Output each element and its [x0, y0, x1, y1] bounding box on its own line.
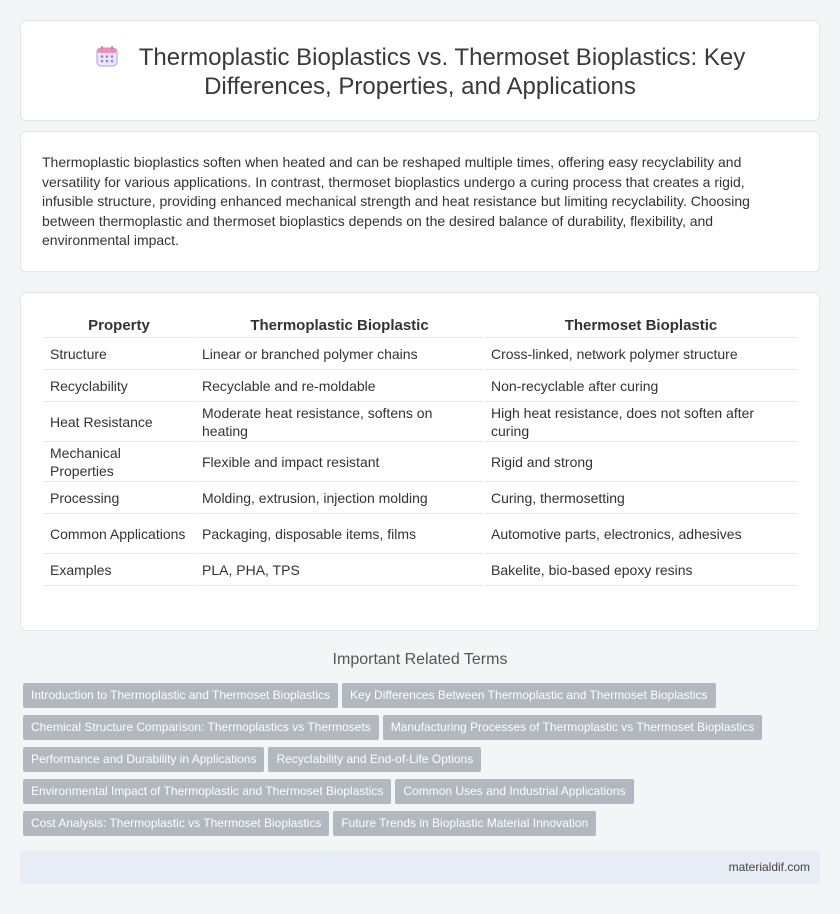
tag-row	[23, 683, 823, 715]
row-thermoplastic: Moderate heat resistance, softens on heating	[196, 402, 483, 442]
table-header-row	[44, 314, 797, 338]
row-thermoset: High heat resistance, does not soften after curing	[485, 402, 797, 442]
tag-row	[23, 747, 823, 779]
comparison-table	[42, 314, 799, 586]
row-thermoset: Rigid and strong	[485, 442, 797, 482]
row-thermoset: Bakelite, bio-based epoxy resins	[485, 554, 797, 586]
row-thermoplastic: Packaging, disposable items, films	[196, 514, 483, 554]
comparison-card	[20, 292, 820, 631]
intro-paragraph: Thermoplastic bioplastics soften when heated and can be reshaped multiple times, offering easy recyclability and versatility for various applications. In contrast, thermoset bioplastics undergo a curing process that creates a rigid, infusible structure, providing enhanced mechanical strength and heat resistance but limiting recyclability. Choosing between thermoplastic and thermoset bioplastics depends on the desired balance of durability, flexibility, and environmental impact.	[42, 154, 750, 249]
row-property: Examples	[44, 554, 194, 586]
row-thermoset: Automotive parts, electronics, adhesives	[485, 514, 797, 554]
table-row	[44, 514, 797, 554]
row-property: Common Applications	[44, 514, 194, 554]
table-row	[44, 554, 797, 586]
row-thermoplastic: Recyclable and re-moldable	[196, 370, 483, 402]
footer	[20, 850, 820, 884]
title-card	[20, 20, 820, 121]
row-thermoplastic: Molding, extrusion, injection molding	[196, 482, 483, 514]
related-term-tag[interactable]: Manufacturing Processes of Thermoplastic vs Thermoset Bioplastics	[383, 715, 763, 740]
row-property: Heat Resistance	[44, 402, 194, 442]
related-term-tag[interactable]: Chemical Structure Comparison: Thermoplastics vs Thermosets	[23, 715, 379, 740]
header-property: Property	[44, 314, 194, 338]
tag-row	[23, 811, 823, 843]
row-property: Mechanical Properties	[44, 442, 194, 482]
related-term-tag[interactable]: Key Differences Between Thermoplastic and Thermoset Bioplastics	[342, 683, 716, 708]
header-thermoset: Thermoset Bioplastic	[485, 314, 797, 338]
row-property: Recyclability	[44, 370, 194, 402]
header-thermoplastic: Thermoplastic Bioplastic	[196, 314, 483, 338]
related-term-tag[interactable]: Common Uses and Industrial Applications	[395, 779, 633, 804]
row-thermoplastic: PLA, PHA, TPS	[196, 554, 483, 586]
row-property: Structure	[44, 338, 194, 370]
table-row	[44, 370, 797, 402]
related-term-tag[interactable]: Future Trends in Bioplastic Material Innovation	[333, 811, 596, 836]
table-row	[44, 402, 797, 442]
table-row	[44, 338, 797, 370]
page-title: Thermoplastic Bioplastics vs. Thermoset Bioplastics: Key Differences, Properties, and Applications	[138, 44, 746, 100]
row-thermoplastic: Flexible and impact resistant	[196, 442, 483, 482]
row-thermoset: Curing, thermosetting	[485, 482, 797, 514]
row-property: Processing	[44, 482, 194, 514]
related-term-tag[interactable]: Introduction to Thermoplastic and Thermoset Bioplastics	[23, 683, 338, 708]
row-thermoplastic: Linear or branched polymer chains	[196, 338, 483, 370]
related-term-tag[interactable]: Cost Analysis: Thermoplastic vs Thermoset Bioplastics	[23, 811, 329, 836]
tag-row	[23, 715, 823, 747]
row-thermoset: Cross-linked, network polymer structure	[485, 338, 797, 370]
related-terms-title: Important Related Terms	[332, 651, 508, 668]
footer-site-link[interactable]: materialdif.com	[728, 860, 810, 874]
calendar-icon	[95, 44, 119, 68]
related-terms-list	[23, 683, 823, 843]
related-term-tag[interactable]: Recyclability and End-of-Life Options	[268, 747, 481, 772]
table-row	[44, 442, 797, 482]
page-title-wrap	[81, 43, 759, 101]
tag-row	[23, 779, 823, 811]
related-term-tag[interactable]: Performance and Durability in Applications	[23, 747, 264, 772]
row-thermoset: Non-recyclable after curing	[485, 370, 797, 402]
intro-card	[20, 131, 820, 272]
table-row	[44, 482, 797, 514]
related-term-tag[interactable]: Environmental Impact of Thermoplastic and Thermoset Bioplastics	[23, 779, 391, 804]
